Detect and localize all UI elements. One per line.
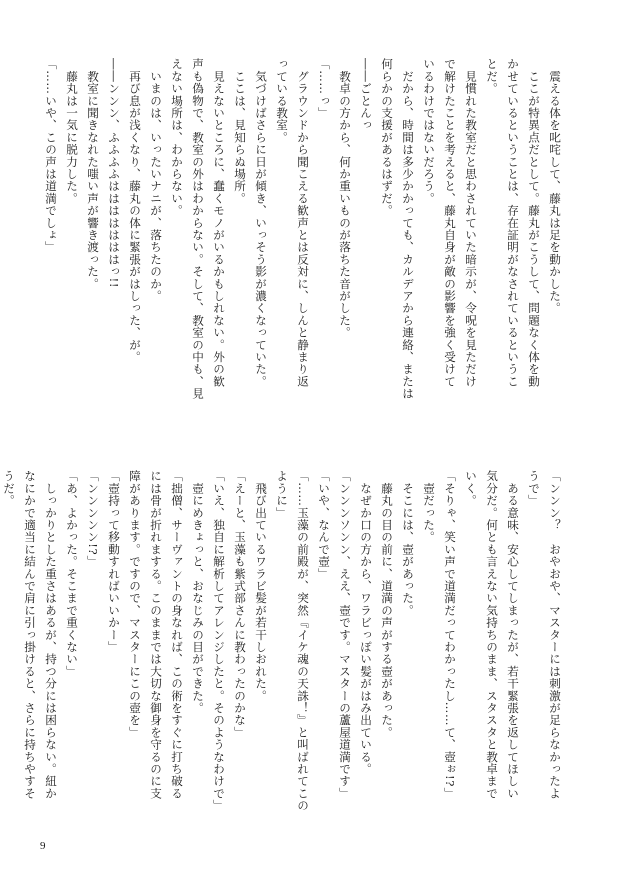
text-column: 何らかの支援があるはずだ。 xyxy=(380,58,394,217)
text-column: 「……っ」 xyxy=(317,58,331,119)
text-column: 「……玉藻の前殿が、突然『イケ魂の天誅！』と叫ばれてこの xyxy=(296,470,310,812)
text-column: には骨が折れまする。このままでは大切な御身を守るのに支 xyxy=(149,470,163,800)
text-column: 「いえ、独自に解析してアレンジしたと。そのようなわけで」 xyxy=(212,470,226,812)
text-column: 壺だった。 xyxy=(422,470,436,544)
text-column: いまのは、いったいナニが、落ちたのか。 xyxy=(149,58,163,302)
text-column: とだ。 xyxy=(485,58,499,95)
upper-text-block xyxy=(44,58,565,443)
text-column: 見慣れた教室だと思わされていた暗示が、令呪を見ただけ xyxy=(464,58,478,388)
text-column: かせているということは、存在証明がなされているというこ xyxy=(506,58,520,388)
text-column: うだ。 xyxy=(2,470,16,507)
text-column: だから、時間は多少かかっても、カルデアから連絡、または xyxy=(401,58,415,400)
text-column: ある意味、安心してしまったが、若干緊張を返してほしい xyxy=(506,470,520,800)
text-column: なにかで適当に結んで肩に引っ掛けると、さらに持ちやすそ xyxy=(23,470,37,800)
text-column: 気分だ。何とも言えない気持ちのまま、スタスタと教卓まで xyxy=(485,470,499,800)
text-column: 「ンンン？ おやおや、マスターには刺激が足らなかったよ xyxy=(548,470,562,800)
text-column: 藤丸は一気に脱力した。 xyxy=(65,58,79,205)
lower-text-block xyxy=(2,470,565,812)
page-number: 9 xyxy=(40,840,46,852)
text-column: ――ンンン、ふふふふはははははははっ!! xyxy=(107,58,121,289)
text-column: 「あ、よかった。そこまで重くない」 xyxy=(65,470,79,678)
text-column: グラウンドから聞こえる歓声とは反対に、しんと静まり返 xyxy=(296,58,310,388)
text-column: いるわけではないだろう。 xyxy=(422,58,436,205)
text-column: うで」 xyxy=(527,470,541,507)
text-column: 声も偽物で、教室の外はわからない。そして、教室の中も、見 xyxy=(191,58,205,400)
text-column: 教卓の方から、何か重いものが落ちた音がした。 xyxy=(338,58,352,339)
text-column: えない場所は、わからない。 xyxy=(170,58,184,217)
text-column: いく。 xyxy=(464,470,478,507)
text-column: ここは、見知らぬ場所。 xyxy=(233,58,247,205)
text-column: ここが特異点だとして。藤丸がこうして、問題なく体を動 xyxy=(527,58,541,388)
text-column: 「そりゃ、笑い声で道満だってわかったし……て、壺ぉ!?」 xyxy=(443,470,457,800)
text-column: 「えーと、玉藻も紫式部さんに教わったのかな」 xyxy=(233,470,247,739)
text-column: 「拙僧、サーヴァントの身なれば、この術をすぐに打ち破る xyxy=(170,470,184,800)
text-column: 「……いや、この声は道満でしょ」 xyxy=(44,58,58,254)
text-column: 「いや、なんで壺」 xyxy=(317,470,331,580)
text-column: 壺にめきょっと、おなじみの目ができた。 xyxy=(191,470,205,714)
text-column: ように」 xyxy=(275,470,289,519)
text-column: 教室に聞きなれた嗤い声が響き渡った。 xyxy=(86,58,100,290)
text-column: 再び息が浅くなり、藤丸の体に緊張がはしった、が。 xyxy=(128,58,142,363)
text-column: 藤丸の目の前に、道満の声がする壺があった。 xyxy=(380,470,394,739)
text-column: 見えないところに、蠢くモノがいるかもしれない。外の歓 xyxy=(212,58,226,388)
text-column: っている教室。 xyxy=(275,58,289,144)
text-column: 気づけばさらに日が傾き、いっそう影が濃くなっていた。 xyxy=(254,58,268,388)
text-column: 「ンンンソンン、ええ、壺です。マスターの蘆屋道満です」 xyxy=(338,470,352,800)
text-column: 震える体を叱咤して、藤丸は足を動かした。 xyxy=(548,58,562,315)
text-column: ――ごとんっ xyxy=(359,58,373,132)
text-column: 飛び出ているワラビ髪が若干しおれた。 xyxy=(254,470,268,702)
text-column: 「壺持って移動すればいいかー」 xyxy=(107,470,121,653)
text-column: そこには、壺があった。 xyxy=(401,470,415,617)
text-column: 障があります。ですので、マスターにこの壺を」 xyxy=(128,470,142,739)
text-column: しっかりとした重さはあるが、持つ分には困らない。紐か xyxy=(44,470,58,800)
text-column: 「ンンンンン!?」 xyxy=(86,470,100,568)
text-column: で解けたことを考えると、藤丸自身が敵の影響を強く受けて xyxy=(443,58,457,388)
text-column: なぜか口の方から、ワラビっぽい髪がはみ出ている。 xyxy=(359,470,373,775)
